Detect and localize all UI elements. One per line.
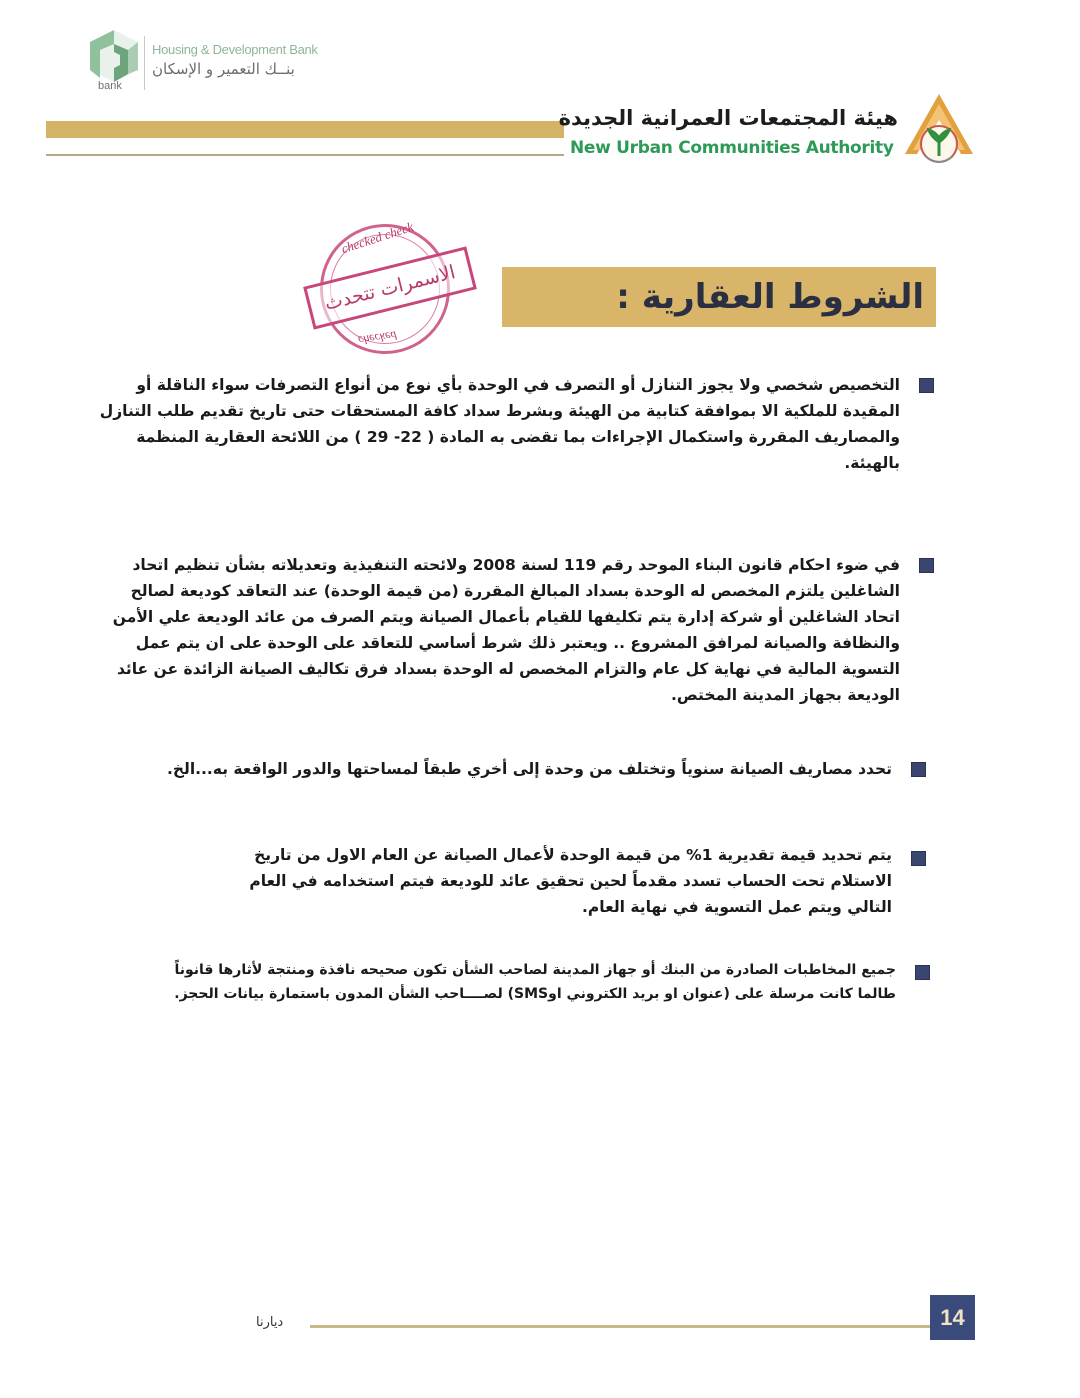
square-bullet-icon — [911, 762, 926, 777]
square-bullet-icon — [919, 558, 934, 573]
term-item — [104, 552, 900, 708]
term-item — [150, 958, 896, 1006]
hdb-logo — [86, 28, 356, 98]
stamp-text: الاسمرات تتحدث — [322, 261, 458, 315]
term-text: التخصيص شخصي ولا يجوز التنازل أو التصرف في الوحدة بأي نوع من أنواع التصرفات سواء الناقلة أو المقيدة للملكية الا بموافقة كتابية من الهيئة وبشرط سداد كافة المستحقات حتى تاريخ تقديم طلب التنازل والمصاريف المقررة واستكمال الإجراءات بما تقضى به المادة ( 22- 29 ) من اللائحة العقارية المنظمة بالهيئة. — [99, 376, 900, 472]
nuca-name-ar: هيئة المجتمعات العمرانية الجديدة — [558, 106, 898, 130]
term-text: يتم تحديد قيمة تقديرية 1% من قيمة الوحدة لأعمال الصيانة عن العام الاول من تاريخ الاستلام تحت الحساب تسدد مقدماً لحين تحقيق عائد للوديعة فيتم استخدامه في العام التالي ويتم عمل التسوية في نهاية العام. — [249, 846, 892, 916]
term-text: تحدد مصاريف الصيانة سنوياً وتختلف من وحدة إلى أخري طبقاً لمساحتها والدور الواقعة به...الخ. — [166, 760, 892, 778]
square-bullet-icon — [915, 965, 930, 980]
term-text: في ضوء احكام قانون البناء الموحد رقم 119 لسنة 2008 ولائحته التنفيذية وتعديلاته بشأن تنظيم اتحاد الشاغلين يلتزم المخصص له الوحدة بسداد المبالغ المقررة (من قيمة الوحدة) عند التعاقد كوديعة لصالح اتحاد الشاغلين أو شركة إدارة يتم تكليفها للقيام بأعمال الصيانة ويتم الصرف من عائد الوديعة علي الأمن والنظافة والصيانة لمرافق المشروع .. ويعتبر ذلك شرط أساسي للتعاقد على الوحدة على ان يتم عمل التسوية المالية في نهاية كل عام والتزام المخصص له الوحدة بسداد فرق تكاليف الصيانة الزائدة عن عائد الوديعة بجهاز المدينة المختص. — [112, 556, 900, 704]
section-title: الشروط العقارية : — [616, 277, 924, 317]
section-title-band — [502, 267, 936, 327]
checked-stamp — [300, 218, 485, 358]
term-item — [96, 372, 900, 476]
footer-label: ديارنا — [256, 1315, 284, 1330]
header-gold-rule — [46, 154, 564, 156]
square-bullet-icon — [919, 378, 934, 393]
term-text: جميع المخاطبات الصادرة من البنك أو جهاز المدينة لصاحب الشأن تكون صحيحه نافذة ومنتجة لأثارها قانوناً طالما كانت مرسلة على (عنوان او بريد الكتروني اوSMS) لصــــاحب الشأن المدون باستمارة بيانات الحجز. — [174, 962, 896, 1002]
term-item — [160, 756, 892, 782]
hdb-name-ar: بنــك التعمير و الإسكان — [152, 60, 295, 78]
nuca-logo-icon — [903, 92, 975, 170]
hdb-name-en: Housing & Development Bank — [152, 42, 318, 57]
footer-rule — [310, 1325, 930, 1328]
header-gold-bar — [46, 121, 564, 138]
hdb-mark-label: bank — [98, 80, 122, 92]
term-item — [210, 842, 892, 920]
nuca-name-en: New Urban Communities Authority — [570, 138, 894, 158]
stamp-ring-text-top: checked check — [339, 218, 416, 257]
hdb-logo-divider — [144, 36, 145, 90]
page-number: 14 — [930, 1295, 975, 1340]
stamp-ring-text-bottom: checked — [357, 328, 398, 348]
square-bullet-icon — [911, 851, 926, 866]
